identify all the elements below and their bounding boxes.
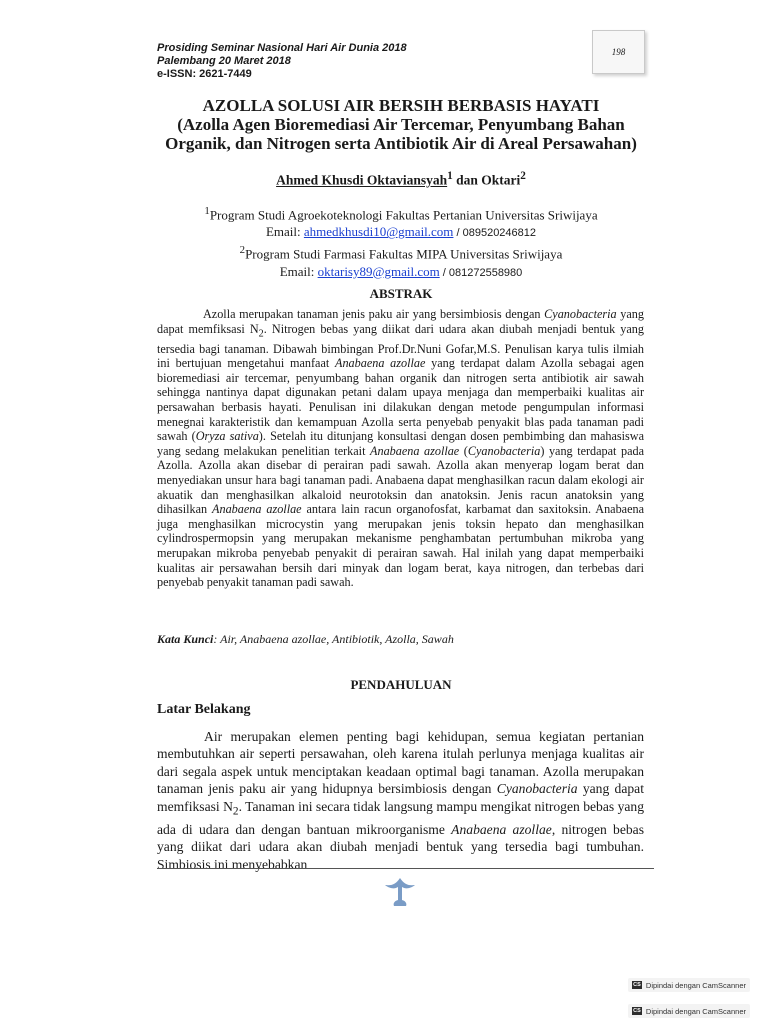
proceedings-title: Prosiding Seminar Nasional Hari Air Dunia 2018 — [157, 42, 407, 54]
author-2: dan Oktari — [452, 172, 521, 188]
email-label-2: Email: — [279, 263, 318, 279]
phone-2: / 081272558980 — [439, 266, 523, 279]
affiliation-1-sup: 1 — [204, 205, 210, 217]
page-number: 198 — [611, 47, 626, 57]
affiliation-2 — [120, 242, 682, 262]
keywords-text: Air, Anabaena azollae, Antibiotik, Azolla, Sawah — [220, 632, 454, 646]
title-line-2: (Azolla Agen Bioremediasi Air Tercemar, Penyumbang Bahan — [177, 115, 625, 134]
title-line-1: AZOLLA SOLUSI AIR BERSIH BERBASIS HAYATI — [202, 96, 600, 115]
email-line-2 — [120, 263, 682, 282]
author-1-sup: 1 — [447, 170, 453, 182]
paper-title — [120, 96, 682, 153]
keywords — [157, 632, 644, 647]
affiliation-1-text: Program Studi Agroekoteknologi Fakultas Pertanian Universitas Sriwijaya — [209, 207, 598, 223]
camscanner-watermark-2 — [628, 1004, 750, 1018]
author-line — [120, 170, 682, 189]
footer-ornament-icon — [382, 874, 418, 908]
camscanner-label-1: Dipindai dengan CamScanner — [645, 980, 746, 990]
camscanner-icon: CS — [633, 982, 641, 988]
author-2-sup: 2 — [520, 170, 526, 182]
camscanner-icon: CS — [633, 1008, 641, 1014]
affiliation-2-sup: 2 — [239, 244, 246, 257]
abstract-heading: ABSTRAK — [369, 286, 433, 301]
email-label-1: Email: — [265, 224, 304, 240]
email-line-1 — [120, 223, 682, 242]
email-link-2[interactable]: oktarisy89@gmail.com — [317, 263, 440, 279]
author-1: Ahmed Khusdi Oktaviansyah — [276, 172, 448, 188]
body-paragraph: Air merupakan elemen penting bagi kehidupan, semua kegiatan pertanian membutuhkan air seperti persawahan, oleh karena itulah perlunya menjaga kualitas air dari segala aspek untuk menciptakan keadaan optimal bagi tanaman. Azolla merupakan tanaman jenis paku air yang hidupnya bersimbiosis dengan Cyanobacteria yang dapat memfiksasi $N_2$. Tanaman ini secara tidak langsung mampu mengikat nitrogen bebas yang ada di udara dan dengan bantuan mikroorganisme Anabaena azollae, nitrogen bebas yang diikat dari udara akan diubah menjadi bentuk yang tersedia bagi tumbuhan. Simbiosis ini menyebabkan — [157, 729, 644, 872]
camscanner-label-2: Dipindai dengan CamScanner — [645, 1006, 746, 1016]
keywords-colon: : — [213, 632, 221, 646]
email-link-1[interactable]: ahmedkhusdi10@gmail.com — [303, 224, 454, 240]
abstract-body: Azolla merupakan tanaman jenis paku air yang bersimbiosis dengan Cyanobacteria yang dapat memfiksasi $N_2$. Nitrogen bebas yang diikat dari udara akan diubah menjadi bentuk yang tersedia bagi tanaman. Dibawah bimbingan Prof.Dr.Nuni Gofar,M.S. Penulisan karya tulis ilmiah ini bertujuan mengetahui manfaat Anabaena azollae yang terdapat dalam Azolla sebagai agen bioremediasi air tercemar, penyumbang bahan organik dan nitrogen serta antibiotik air sawah sehingga nantinya dapat digunakan petani dalam upaya menjaga dan memperbaiki kualitas air persawahan berbasis hayati. Penulisan ini dilakukan dengan metode pengumpulan informasi menegnai karakteristik dan kemampuan Azolla serta penyebab penyakit blas pada tanaman padi sawah (Oryza sativa). Setelah itu ditunjang konsultasi dengan dosen pembimbing dan mahasiswa yang sedang melakukan penelitian terkait Anabaena azollae (Cyanobacteria) yang terdapat pada Azolla. Azolla akan disebar di perairan padi sawah. Azolla akan menyerap logam berat dan menyediakan unsur hara bagi tanaman padi. Anabaena dapat menghasilkan racun dalam ekologi air akuatik dan menghasilkan alkaloid neurotoksin dan anatoksin. Jenis racun anatoksin yang dihasilkan Anabaena azollae antara lain racun organofosfat, karbamat dan saxitoksin. Anabaena juga menghasilkan microcystin yang merupakan jenis toksin hepato dan menghasilkan cylindrospermopsin yang merupakan mekanisme penghambatan pertumbuhan mikroba yang merupakan mikroba penyebab penyakit di perairan sawah. Hal inilah yang dapat memperbaiki kualitas air persawahan bersih dari minyak dan logam berat, kaya nitrogen, dan terbebas dari penyebab penyakit tanaman padi sawah. — [157, 307, 645, 590]
keywords-label: Kata Kunci — [157, 632, 214, 646]
proceedings-header — [157, 42, 407, 81]
proceedings-issn: e-ISSN: 2621-7449 — [157, 68, 252, 80]
proceedings-place-date: Palembang 20 Maret 2018 — [157, 55, 291, 67]
section-heading: PENDAHULUAN — [350, 677, 452, 692]
footer-divider — [157, 868, 654, 869]
camscanner-watermark-1 — [628, 978, 750, 992]
phone-1: / 089520246812 — [453, 227, 537, 240]
subsection-heading: Latar Belakang — [157, 702, 251, 717]
page-number-box — [592, 30, 645, 74]
affiliation-1 — [120, 203, 682, 223]
title-line-3: Organik, dan Nitrogen serta Antibiotik Air di Areal Persawahan) — [165, 134, 637, 153]
affiliation-2-text: Program Studi Farmasi Fakultas MIPA Universitas Sriwijaya — [245, 246, 563, 262]
affiliations — [120, 203, 682, 282]
